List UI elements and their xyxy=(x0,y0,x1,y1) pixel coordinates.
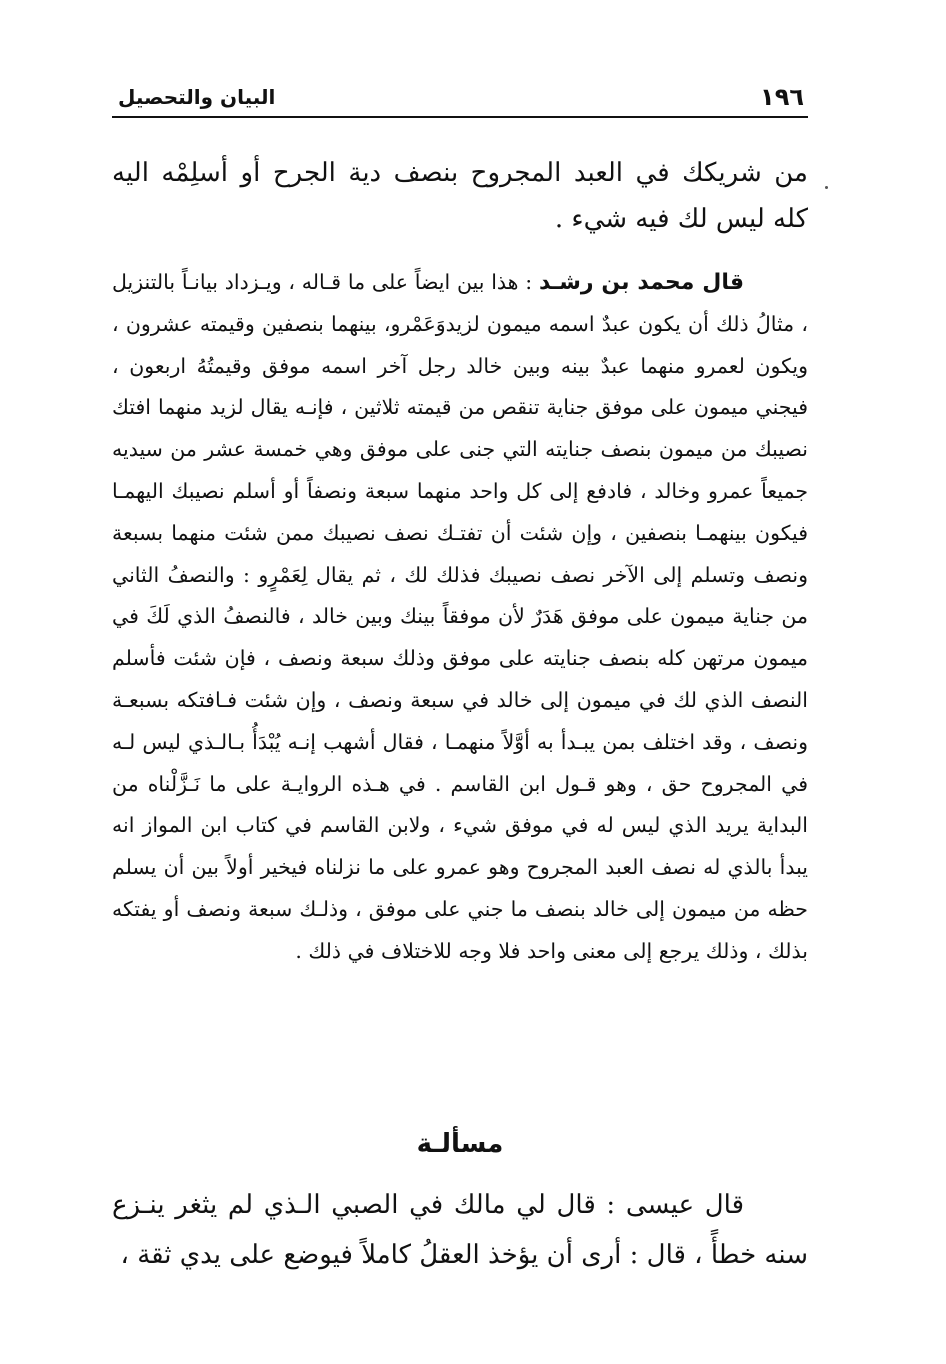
margin-mark xyxy=(825,186,828,189)
question-paragraph xyxy=(112,1180,808,1280)
commentary-text: : هذا بين ايضاً على ما قـاله ، ويـزداد بيانـاً بالتنزيل ، مثالُ ذلك أن يكون عبدٌ اسمه ميمون لزيدوَعَمْرو، بينهما بنصفين وقيمته عشرون ، ويكون لعمرو منهما عبدٌ بينه وبين خالد رجل آخر اسمه موفق وقيمتُهُ اربعون ، فيجني ميمون على موفق جناية تنقص من قيمته ثلاثين ، فإنـه يقال لزيد منهما افتك نصيبك من ميمون بنصف جنايته التي جنى على موفق وهي خمسة عشر من سيديه جميعاً عمرو وخالد ، فادفع إلى كل واحد منهما سبعة ونصفاً أو أسلم نصيبك اليهمـا فيكون بينهمـا بنصفين ، وإن شئت أن تفتـك نصف نصيبك ممن شئت منهما بسبعة ونصف وتسلم إلى الآخر نصف نصيبك فذلك لك ، ثم يقال لِعَمْرٍو : والنصفُ الثاني من جناية ميمون على موفق هَدَرٌ لأن موفقاً بينك وبين خالد ، فالنصفُ الذي لَكَ في ميمون مرتهن كله بنصف جنايته على موفق وذلك سبعة ونصف ، فإن شئت فأسلم النصف الذي لك في ميمون إلى خالد في سبعة ونصف ، وإن شئت فـافتكه بسبعـة ونصف ، وقد اختلف بمن يبـدأ به أوَّلاً منهمـا ، فقال أشهب إنـه يُبْدَأُ بـالـذي ليس لـه في المجروح حق ، وهو قـول ابن القاسم . في هـذه الروايـة على ما نَـزَّلْناه من البداية يريد الذي ليس له في موفق شيء ، ولابن القاسم في كتاب ابن المواز انه يبدأ بالذي له نصف العبد المجروح وهو عمرو على ما نزلناه فيخير أولاً بين أن يسلم حظه من ميمون إلى خالد بنصف ما جني على موفق ، وذلـك سبعة ونصف أو يفتكه بذلك ، وذلك يرجع إلى معنى واحد فلا وجه للاختلاف في ذلك . xyxy=(112,270,808,963)
intro-text: من شريكك في العبد المجروح بنصف دية الجرح أو أسلِمْه اليه كله ليس لك فيه شيء . xyxy=(112,158,808,234)
commentary-paragraph xyxy=(112,262,808,973)
commentary-speaker: قال محمد بن رشـد xyxy=(538,270,745,295)
page-header xyxy=(112,72,808,118)
question-text: قال عيسى : قال لي مالك في الصبي الـذي لم يثغر ينـزع سنه خطأً ، قال : أرى أن يؤخذ العقلُ كاملاً فيوضع على يدي ثقة ، xyxy=(112,1190,808,1270)
page-number: ١٩٦ xyxy=(760,83,804,111)
intro-paragraph xyxy=(112,150,808,242)
running-title: البيان والتحصيل xyxy=(118,85,276,109)
section-title: مسألـة xyxy=(416,1129,504,1159)
